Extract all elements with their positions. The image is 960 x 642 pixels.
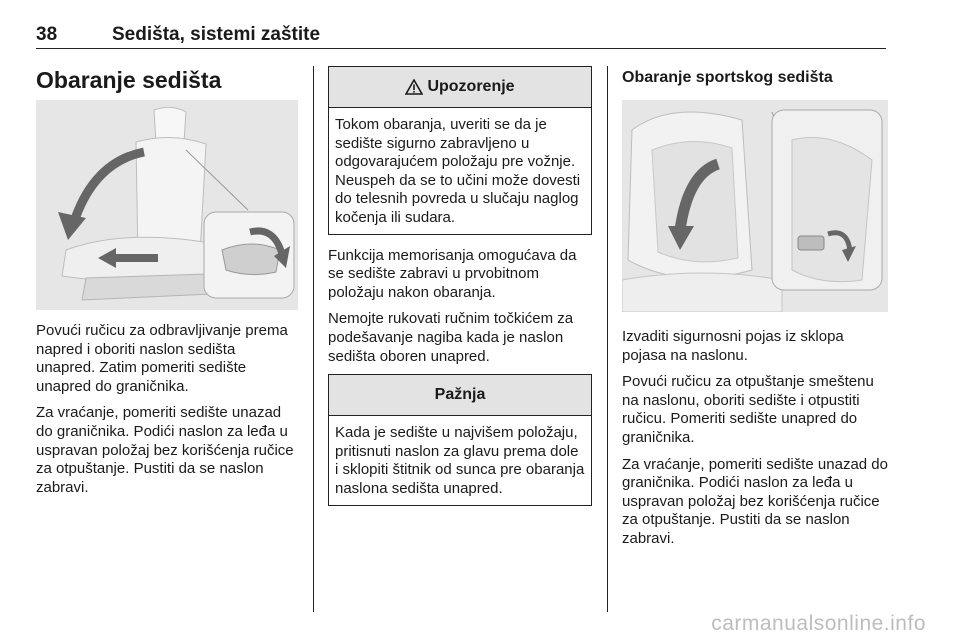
section-title-sport-seat: Obaranje sportskog sedišta — [622, 69, 833, 86]
page-header — [36, 18, 886, 49]
watermark: carmanualsonline.info — [711, 612, 926, 635]
warning-box — [328, 66, 592, 235]
sport-seat-illustration — [622, 100, 888, 312]
warning-triangle-icon — [405, 79, 423, 95]
paragraph: Za vraćanje, pomeriti sedište unazad do graničnika. Podići naslon za leđa u uspravan položaj bez korišćenja ručice za otpuštanje. Pustiti da se naslon zabravi. — [622, 455, 888, 547]
seat-folding-illustration — [36, 100, 298, 310]
warning-header — [329, 67, 591, 108]
section-title-seat-folding: Obaranje sedišta — [36, 67, 222, 93]
column-divider-2 — [607, 66, 608, 612]
paragraph: Funkcija memorisanja omogućava da se sedište zabravi u prvobitnom položaju nakon obaranja. — [328, 246, 577, 301]
warning-text: Tokom obaranja, uveriti se da je sedište sigurno zabravljeno u odgovarajućem položaju pre vožnje. Neuspeh da se to učini može dovesti do telesnih povreda u slučaju naglog kočenja ili sudara. — [335, 116, 581, 226]
page-number: 38 — [36, 24, 58, 45]
column-warnings — [328, 66, 592, 516]
header-title: Sedišta, sistemi zaštite — [112, 24, 321, 45]
caution-title: Pažnja — [434, 386, 486, 404]
paragraph: Povući ručicu za otpuštanje smeštenu na naslonu, oboriti sedište i otpustiti ručicu. Pomeriti sedište unapred do graničnika. — [622, 373, 874, 446]
paragraph: Nemojte rukovati ručnim točkićem za podešavanje nagiba kada je naslon sedišta oboren unapred. — [328, 310, 574, 365]
paragraph: Izvaditi sigurnosni pojas iz sklopa pojasa na naslonu. — [622, 328, 844, 364]
column-divider-1 — [313, 66, 314, 612]
caution-box — [328, 374, 592, 505]
paragraph: Povući ručicu za odbravljivanje prema napred i oboriti naslon sedišta unapred. Zatim pomeriti sedište unapred do graničnika. — [36, 322, 288, 395]
paragraph: Za vraćanje, pomeriti sedište unazad do graničnika. Podići naslon za leđa u uspravan položaj bez korišćenja ručice za otpuštanje. Pustiti da se naslon zabravi. — [36, 404, 294, 496]
caution-header — [329, 375, 591, 416]
column-sport-seat-folding — [622, 66, 888, 557]
column-seat-folding — [36, 66, 298, 505]
caution-text: Kada je sedište u najvišem položaju, pritisnuti naslon za glavu prema dole i sklopiti štitnik od sunca pre obaranja naslona sedišta unapred. — [335, 424, 585, 497]
warning-title: Upozorenje — [427, 78, 515, 95]
